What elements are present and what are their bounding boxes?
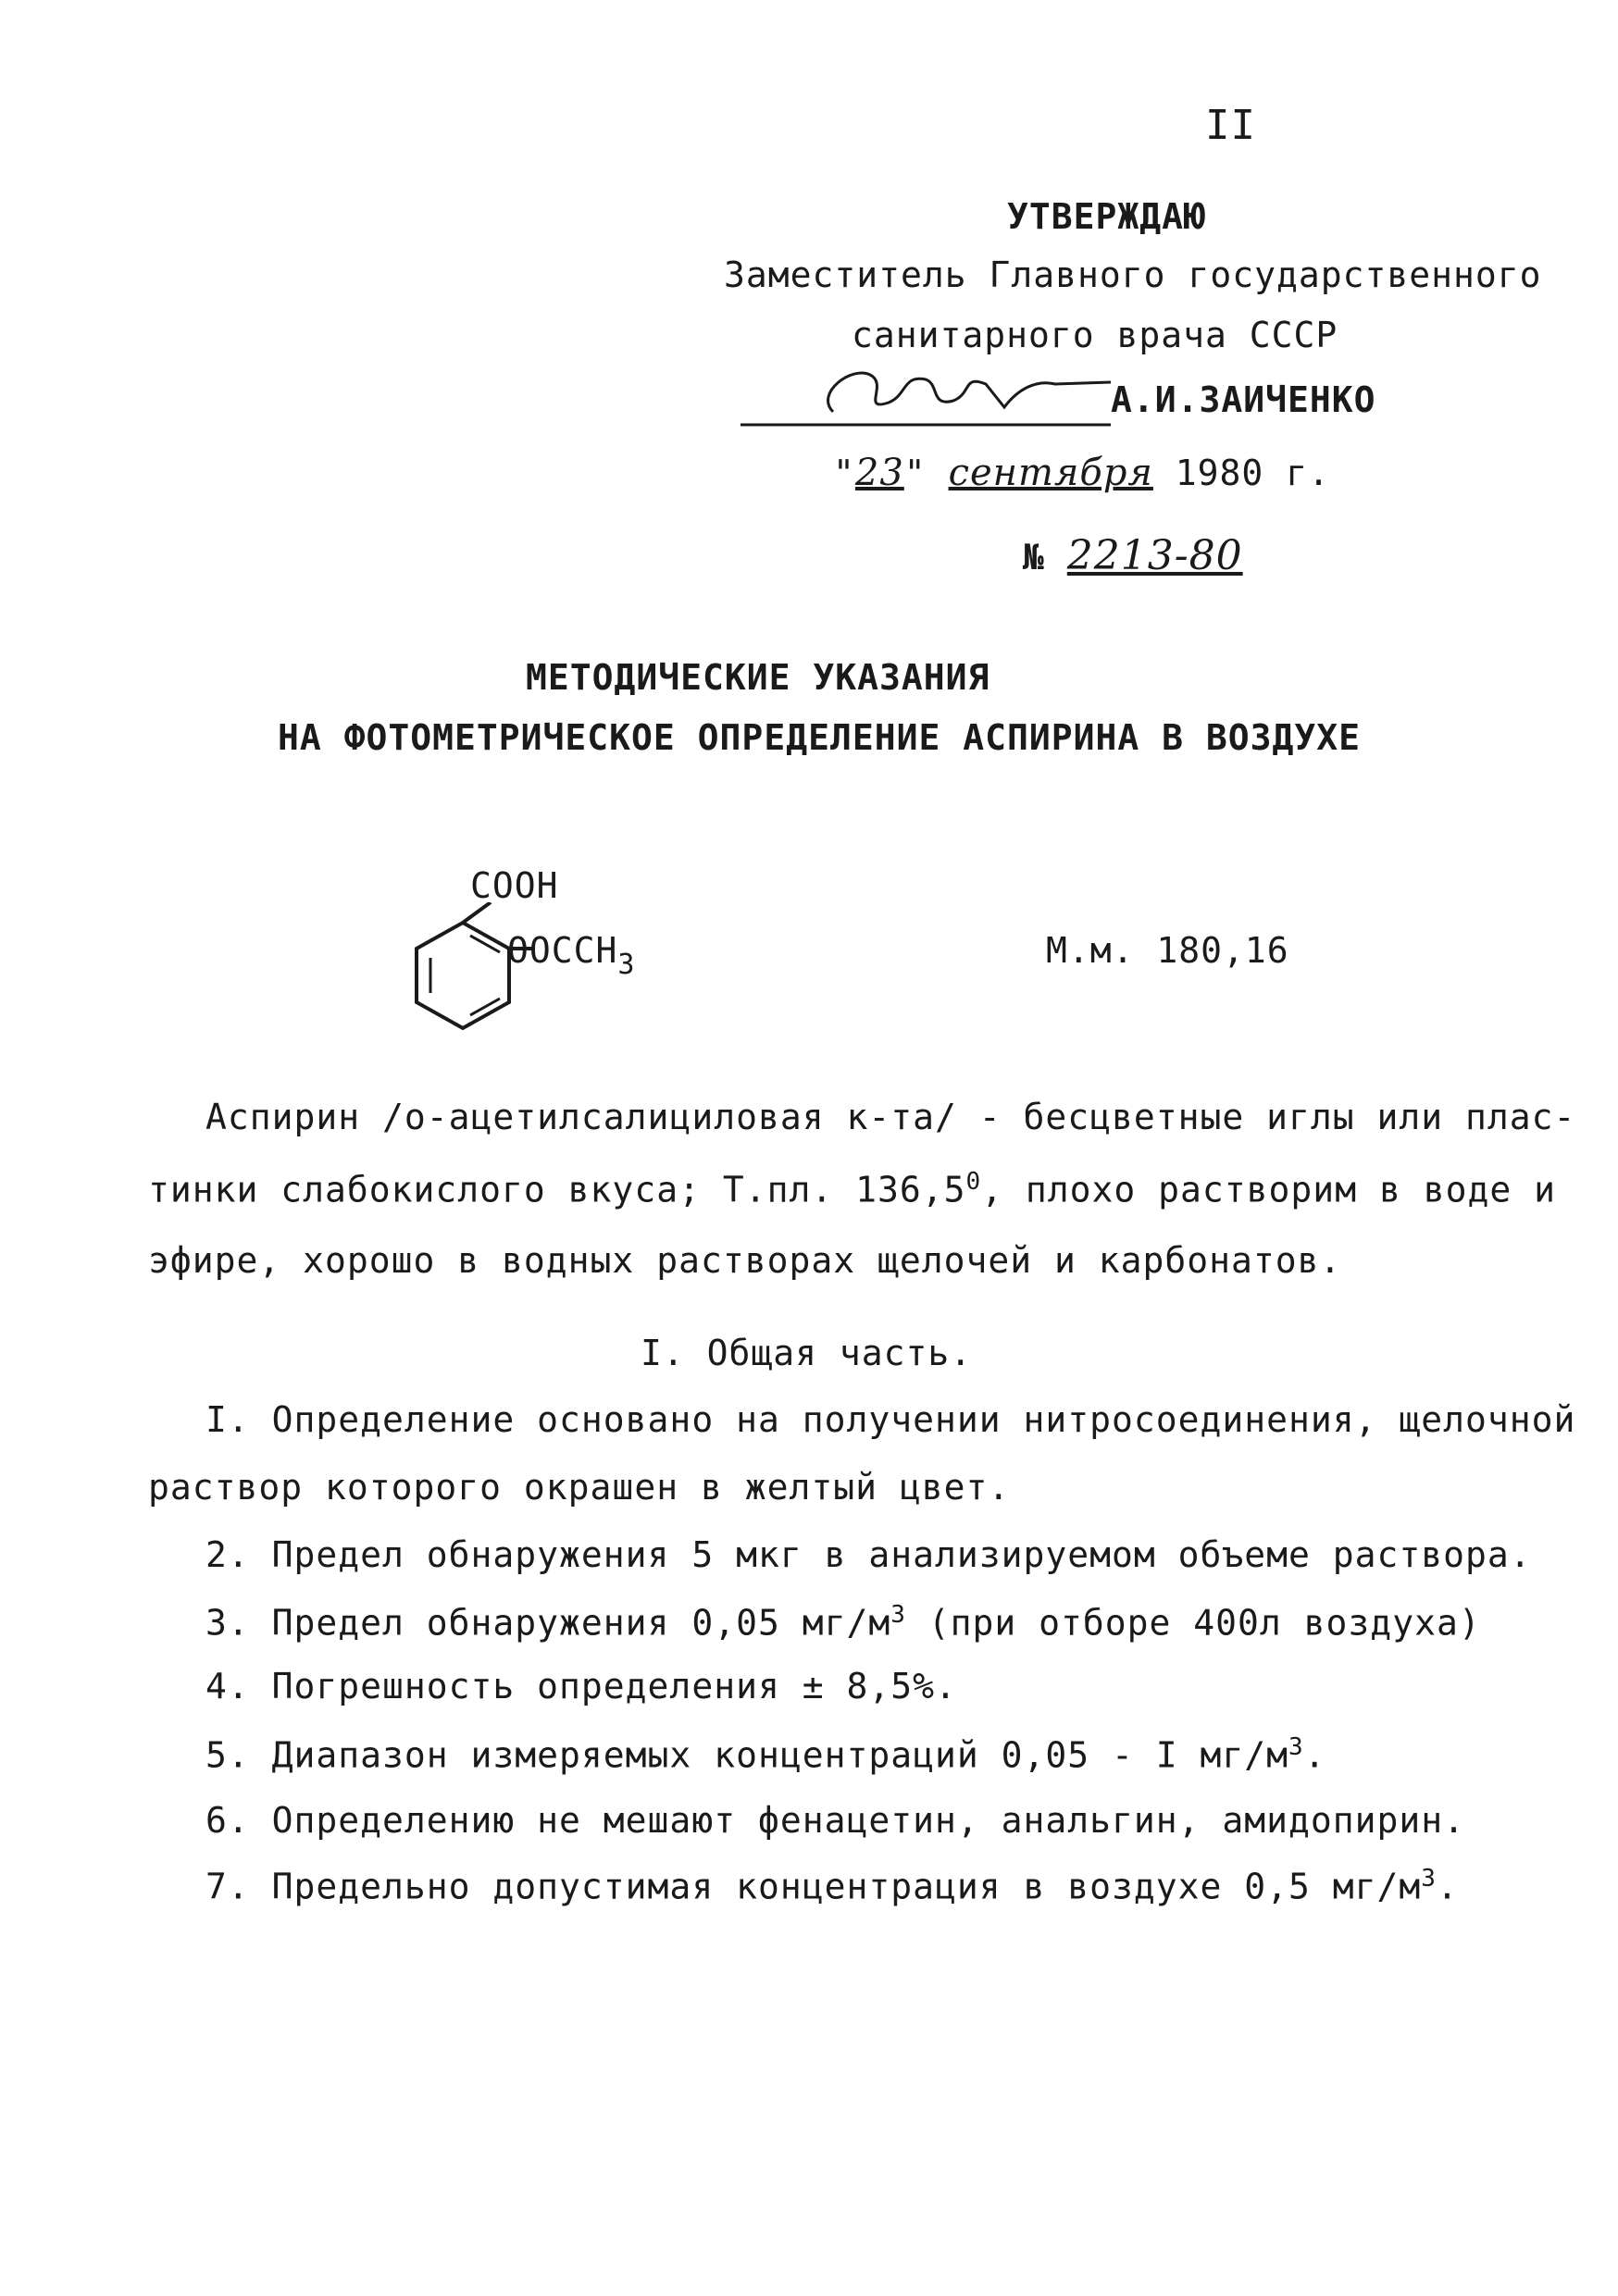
date-year: 1980 г. [1175, 453, 1330, 493]
number-value: 2213-80 [1066, 532, 1243, 579]
description-line2: тинки слабокислого вкуса; Т.пл. 136,5$^0$, плохо растворим в воде и [148, 1168, 1556, 1210]
approval-number [1023, 532, 1243, 579]
formula-ester: $OOCCH_3$ [507, 930, 636, 981]
approval-date: "23" сентября 1980 г. [833, 452, 1330, 494]
title-line2: НА ФОТОМЕТРИЧЕСКОЕ ОПРЕДЕЛЕНИЕ АСПИРИНА В ВОЗДУХЕ [278, 717, 1362, 758]
item-1-line2: раствор которого окрашен в желтый цвет. [148, 1467, 1011, 1508]
number-label: № [1023, 537, 1045, 577]
description-line3: эфире, хорошо в водных растворах щелочей и карбонатов. [148, 1240, 1342, 1281]
molar-mass: М.м. 180,16 [1046, 930, 1289, 971]
formula-cooh: COOH [470, 865, 559, 906]
item-2: 2. Предел обнаружения 5 мкг в анализируемом объеме раствора. [205, 1534, 1532, 1575]
date-month: сентября [948, 452, 1153, 494]
page-number: II [1205, 102, 1256, 149]
item-6: 6. Определению не мешают фенацетин, анальгин, амидопирин. [205, 1800, 1466, 1841]
approval-position-line1: Заместитель Главного государственного [724, 254, 1542, 295]
description-line1: Аспирин /о-ацетилсалициловая к-та/ - бесцветные иглы или плас- [205, 1097, 1576, 1137]
approval-signer: А.И.ЗАИЧЕНКО [1111, 379, 1376, 420]
item-5: 5. Диапазон измеряемых концентраций 0,05 - I $мг/м^3$. [205, 1733, 1326, 1776]
approval-position-line2: санитарного врача СССР [852, 315, 1338, 355]
item-3: 3. Предел обнаружения 0,05 $мг/м^3$ (при отборе 400л воздуха) [205, 1601, 1481, 1644]
item-1-line1: I. Определение основано на получении нитросоединения, щелочной [205, 1399, 1576, 1440]
date-day: 23 [854, 452, 904, 494]
item-4: 4. Погрешность определения ± 8,5%. [205, 1666, 957, 1706]
signature-image [741, 356, 1129, 430]
title-line1: МЕТОДИЧЕСКИЕ УКАЗАНИЯ [526, 657, 990, 698]
approval-stamp: УТВЕРЖДАЮ [1007, 196, 1206, 237]
item-7: 7. Предельно допустимая концентрация в воздухе 0,5 $мг/м^3$. [205, 1865, 1459, 1907]
section-heading: I. Общая часть. [641, 1333, 973, 1373]
